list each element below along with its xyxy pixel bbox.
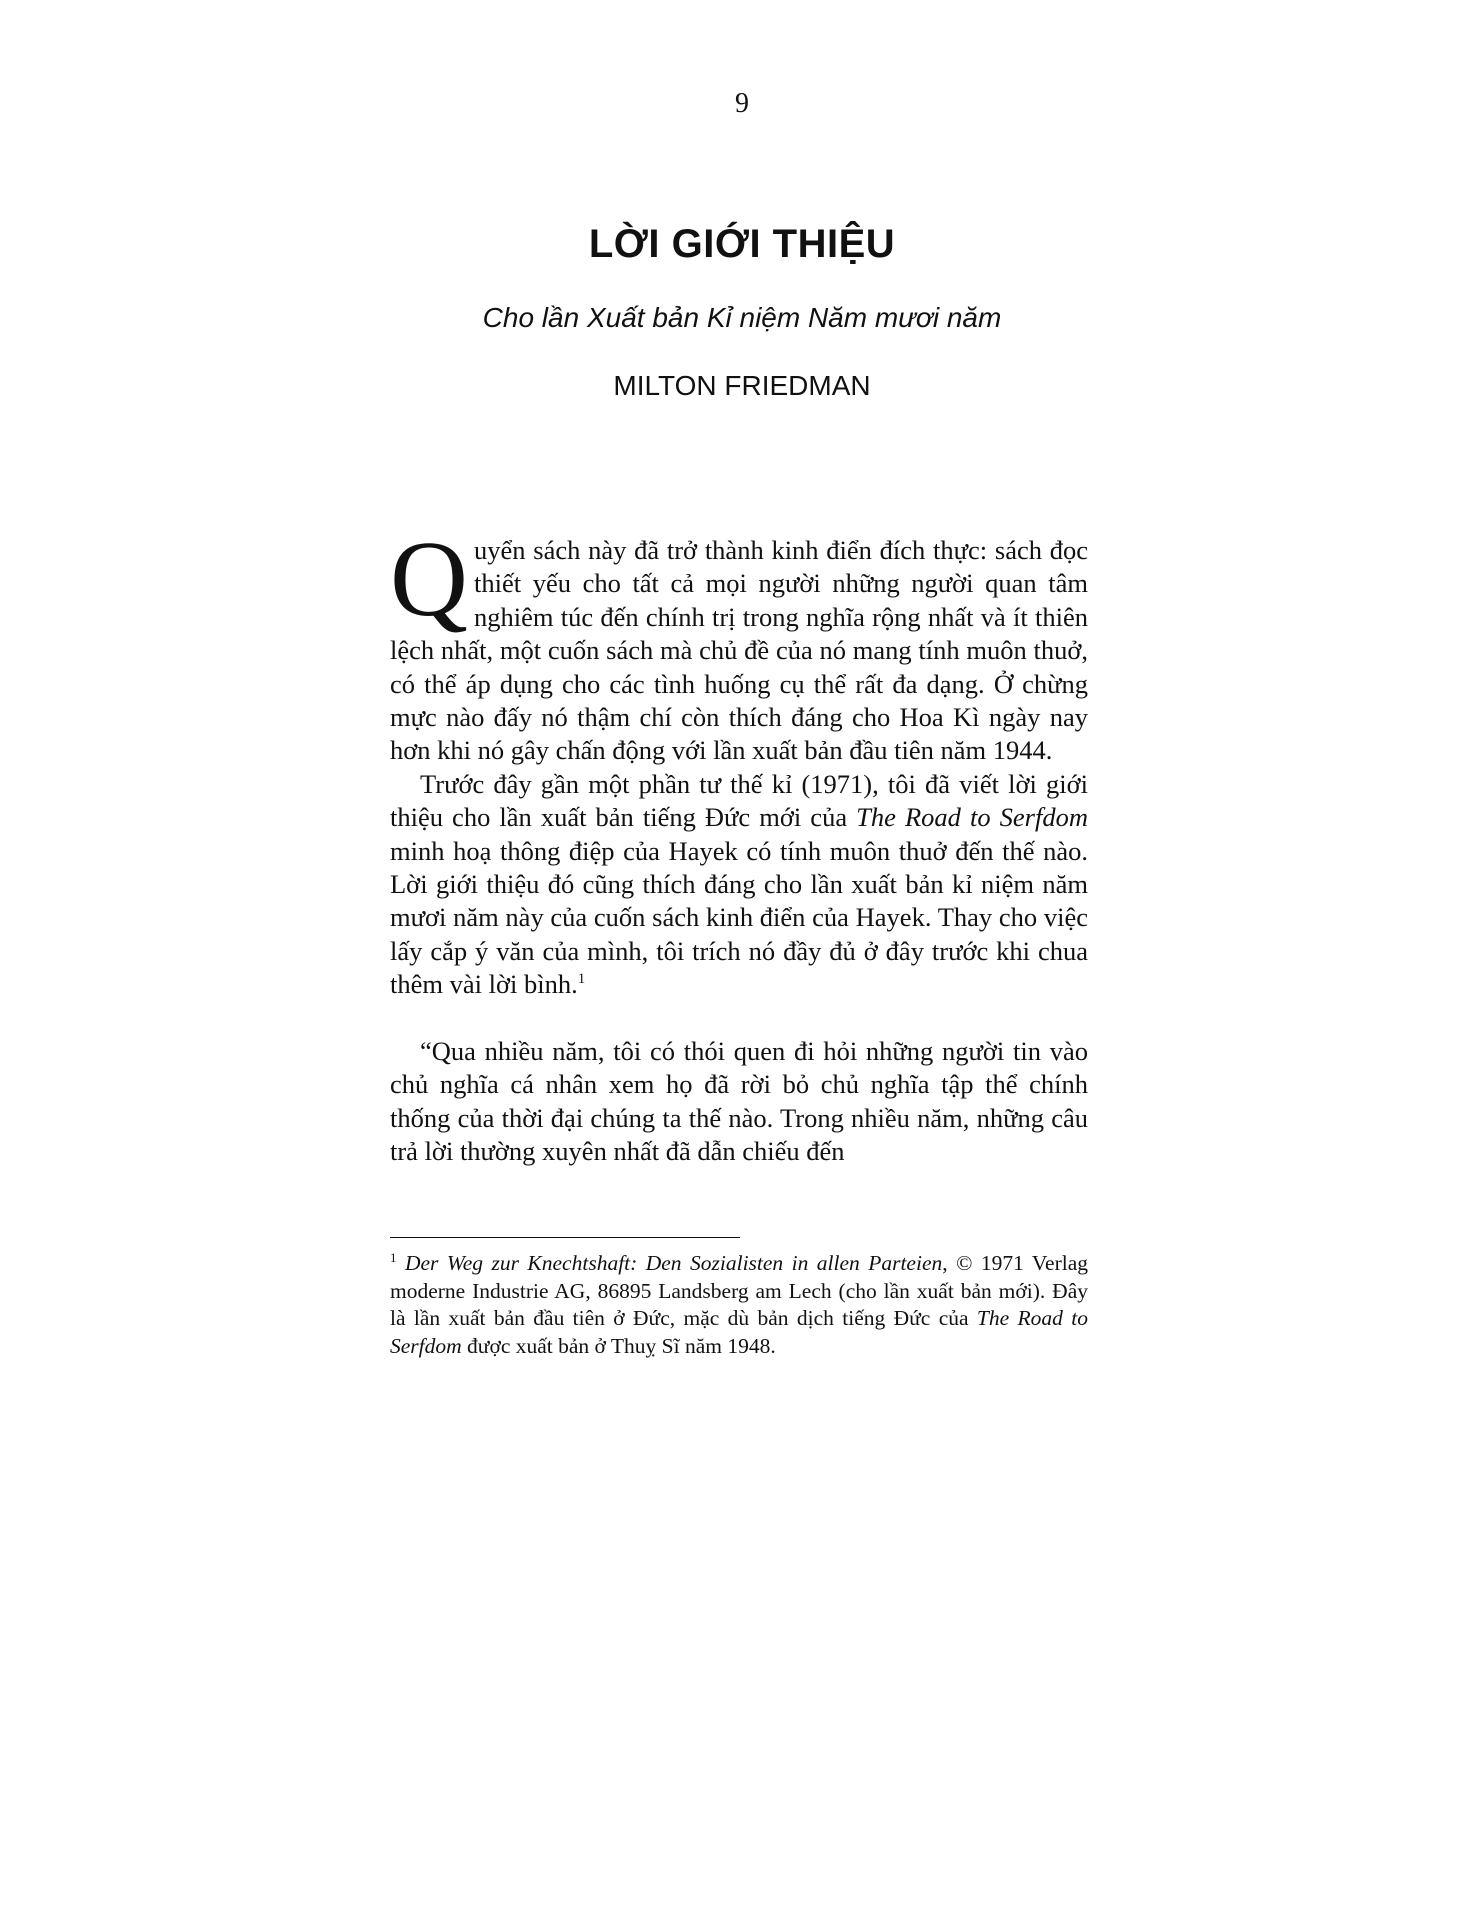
page-number: 9 xyxy=(735,88,749,119)
drop-cap: Q xyxy=(390,520,468,639)
footnote-text-mid: , © 1971 Verlag moderne Industrie AG, 86895 Landsberg am Lech (cho lần xuất bản mới). Đây là lần xuất bản đầu tiên ở Đức, mặc dù bản dịch tiếng Đức của xyxy=(390,1251,1089,1330)
chapter-subtitle: Cho lần Xuất bản Kỉ niệm Năm mươi năm xyxy=(482,302,1002,333)
footnote-marker: 1 xyxy=(390,1249,397,1265)
quote-paragraph xyxy=(390,1035,1088,1169)
body-text xyxy=(390,520,1088,1168)
footnote-italic-title: Der Weg zur Knechtshaft: Den Sozialisten in allen Parteien xyxy=(404,1251,943,1275)
quote-paragraph-text: “Qua nhiều năm, tôi có thói quen đi hỏi những người tin vào chủ nghĩa cá nhân xem họ đã rời bỏ chủ nghĩa tập thể chính thống của thời đại chúng ta thế nào. Trong nhiều năm, những câu trả lời thường xuyên nhất đã dẫn chiếu đến xyxy=(390,1035,1088,1166)
second-paragraph-text-before: Trước đây gần một phần tư thế kỉ (1971), tôi đã viết lời giới thiệu cho lần xuất bản tiếng Đức mới của xyxy=(390,768,1088,833)
footnote xyxy=(390,1250,1088,1360)
opening-paragraph xyxy=(390,520,1088,768)
second-paragraph xyxy=(390,768,1088,1002)
footnote-divider xyxy=(390,1237,740,1238)
footnote-italic-title-2: The Road to Serfdom xyxy=(390,1306,1088,1358)
footnote-text-end: được xuất bản ở Thuỵ Sĩ năm 1948. xyxy=(461,1333,776,1358)
book-title-italic: The Road to Serfdom xyxy=(856,802,1088,833)
footnote-reference[interactable]: 1 xyxy=(577,971,586,988)
second-paragraph-text-after: minh hoạ thông điệp của Hayek có tính muôn thuở đến thế nào. Lời giới thiệu đó cũng thích đáng cho lần xuất bản kỉ niệm năm mươi năm này của cuốn sách kinh điển của Hayek. Thay cho việc lấy cắp ý văn của mình, tôi trích nó đầy đủ ở đây trước khi chua thêm vài lời bình. xyxy=(390,835,1088,1000)
author-name: MILTON FRIEDMAN xyxy=(613,370,871,401)
chapter-title: LỜI GIỚI THIỆU xyxy=(588,222,896,266)
opening-paragraph-text: uyển sách này đã trở thành kinh điển đích thực: sách đọc thiết yếu cho tất cả mọi người những người quan tâm nghiêm túc đến chính trị trong nghĩa rộng nhất và ít thiên lệch nhất, một cuốn sách mà chủ đề của nó mang tính muôn thuở, có thể áp dụng cho các tình huống cụ thể rất đa dạng. Ở chừng mực nào đấy nó thậm chí còn thích đáng cho Hoa Kì ngày nay hơn khi nó gây chấn động với lần xuất bản đầu tiên năm 1944. xyxy=(390,535,1088,766)
